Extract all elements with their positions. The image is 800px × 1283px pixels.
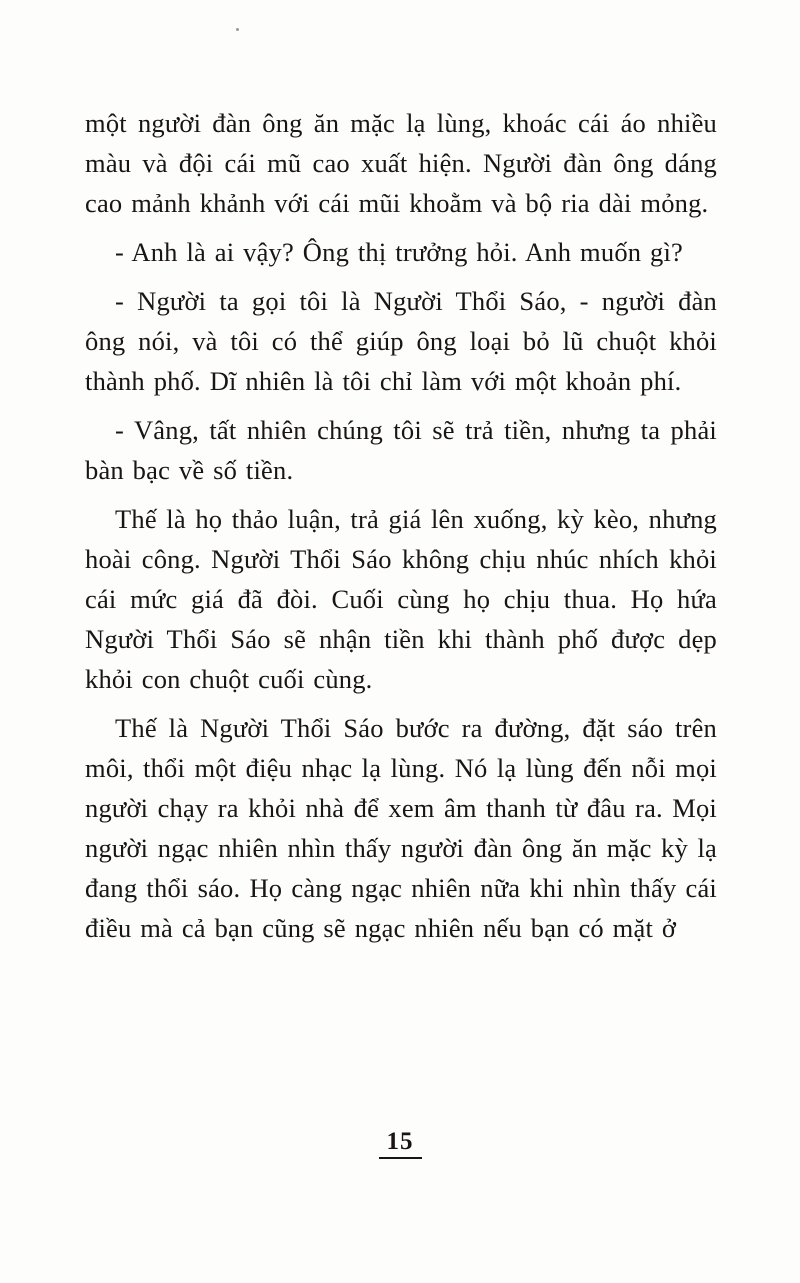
page-number: 15 — [379, 1128, 422, 1159]
paragraph-dialogue-reply: - Vâng, tất nhiên chúng tôi sẽ trả tiền, nhưng ta phải bàn bạc về số tiền. — [85, 415, 717, 485]
page-footer — [0, 1128, 800, 1159]
paragraph-negotiation: Thế là họ thảo luận, trả giá lên xuống, kỳ kèo, nhưng hoài công. Người Thổi Sáo không chịu nhúc nhích khỏi cái mức giá đã đòi. Cuối cùng họ chịu thua. Họ hứa Người Thổi Sáo sẽ nhận tiền khi thành phố được dẹp khỏi con chuột cuối cùng. — [85, 504, 717, 694]
paragraph-dialogue-mayor: - Anh là ai vậy? Ông thị trưởng hỏi. Anh muốn gì? — [115, 237, 684, 267]
body-text — [85, 103, 717, 957]
paragraph-dialogue-piper: - Người ta gọi tôi là Người Thổi Sáo, - người đàn ông nói, và tôi có thể giúp ông loại bỏ lũ chuột khỏi thành phố. Dĩ nhiên là tôi chỉ làm với một khoản phí. — [85, 286, 717, 396]
scan-artifact-dot — [236, 28, 239, 31]
paragraph-piper-plays: Thế là Người Thổi Sáo bước ra đường, đặt sáo trên môi, thổi một điệu nhạc lạ lùng. Nó lạ lùng đến nỗi mọi người chạy ra khỏi nhà để xem âm thanh từ đâu ra. Mọi người ngạc nhiên nhìn thấy người đàn ông ăn mặc kỳ lạ đang thổi sáo. Họ càng ngạc nhiên nữa khi nhìn thấy cái điều mà cả bạn cũng sẽ ngạc nhiên nếu bạn có mặt ở — [85, 713, 717, 943]
paragraph-continuation: một người đàn ông ăn mặc lạ lùng, khoác cái áo nhiều màu và đội cái mũ cao xuất hiện. Người đàn ông dáng cao mảnh khảnh với cái mũi khoằm và bộ ria dài mỏng. — [85, 108, 717, 218]
